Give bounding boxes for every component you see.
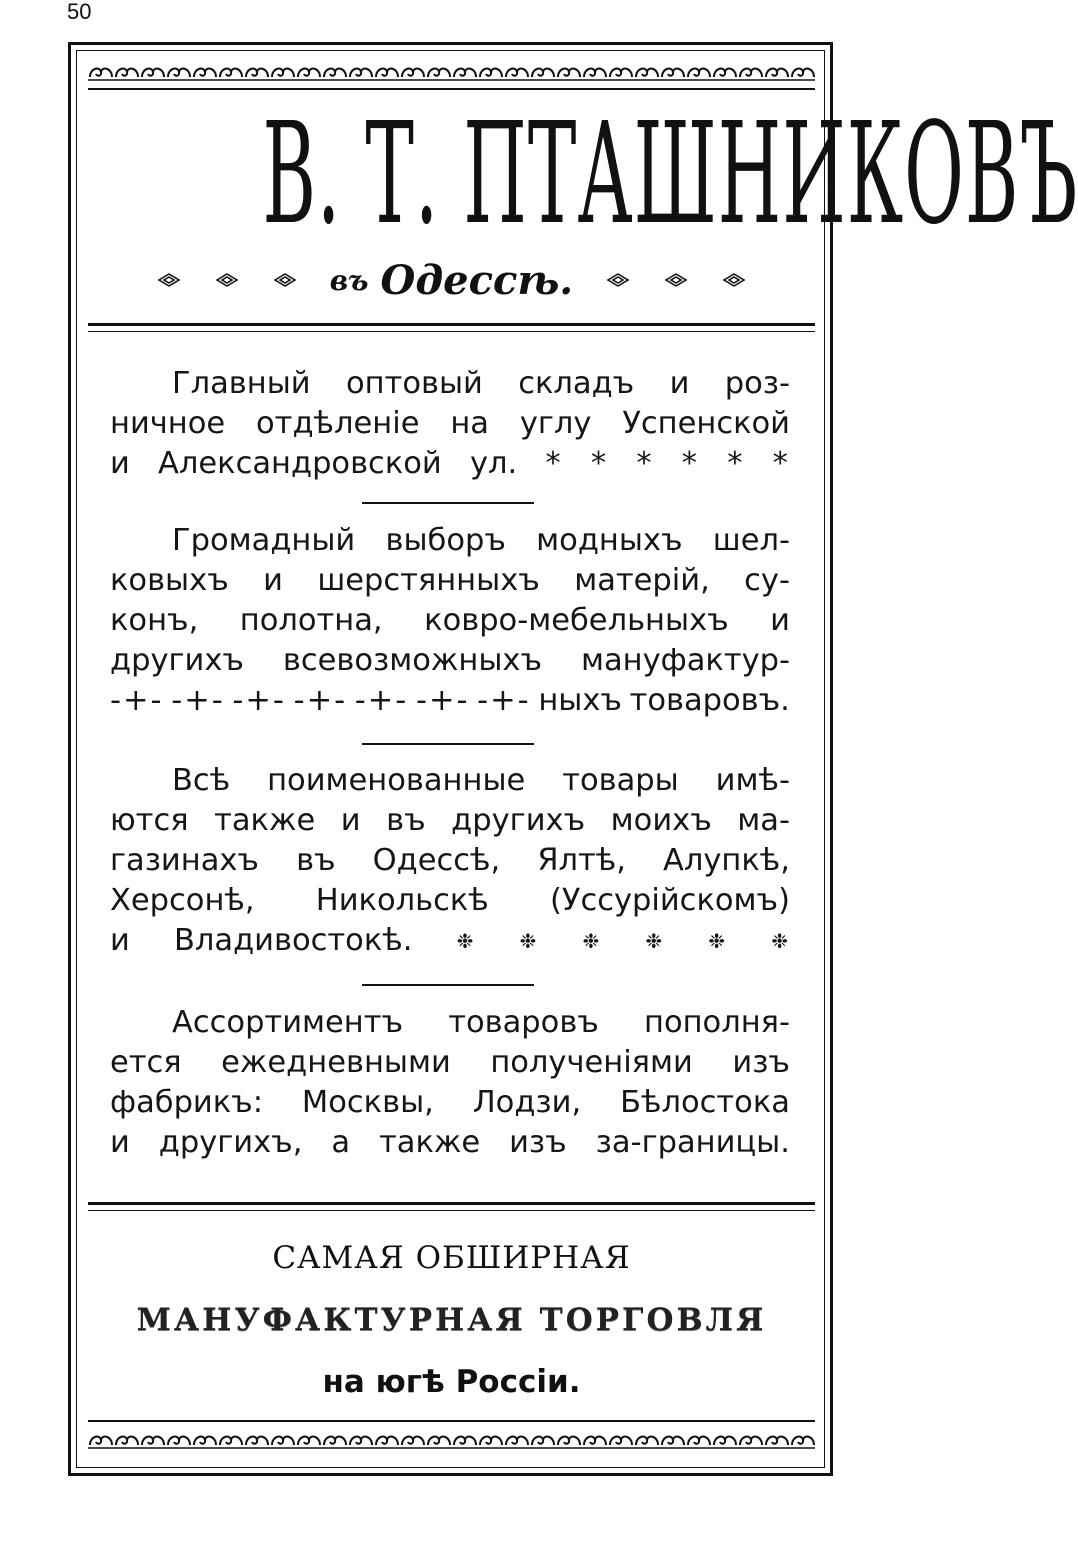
word: Москвы, <box>301 1085 434 1120</box>
text-line <box>110 681 790 721</box>
word: на <box>450 406 489 441</box>
word: модныхъ <box>536 523 683 558</box>
header-rule-thin <box>88 331 815 332</box>
word: ковро-мебельныхъ <box>424 603 729 638</box>
word: Всѣ <box>172 763 231 798</box>
word: Громадный <box>172 523 356 558</box>
word: а <box>331 1125 351 1160</box>
word: ❉ <box>771 929 790 953</box>
word: -+- <box>477 683 531 718</box>
word: Одессѣ, <box>372 843 501 878</box>
word: другихъ, <box>158 1125 303 1160</box>
text-line <box>110 761 790 801</box>
word: Ялтѣ, <box>537 843 626 878</box>
word: роз- <box>724 366 790 401</box>
top-ornament-border <box>88 62 815 84</box>
word: полученіями <box>490 1045 693 1080</box>
text-line <box>110 601 790 641</box>
city-name: Одессѣ. <box>380 256 574 304</box>
word: Херсонѣ, <box>110 883 255 918</box>
word: изъ <box>732 1045 790 1080</box>
word: -+- <box>110 683 164 718</box>
text-line <box>110 1083 790 1123</box>
word: (Уссурійскомъ) <box>549 883 790 918</box>
diamond-ornament-icon <box>274 273 296 287</box>
text-line <box>110 1043 790 1083</box>
diamond-ornament-icon <box>158 273 180 287</box>
text-line <box>110 881 790 921</box>
word: шерстянныхъ <box>317 563 540 598</box>
word: Бѣлостока <box>620 1085 790 1120</box>
word: отдѣленіе <box>256 406 420 441</box>
preposition: въ <box>329 263 369 297</box>
paragraph-stores <box>110 761 790 961</box>
word: ковыхъ <box>110 563 229 598</box>
slogan-line-1: САМАЯ ОБШИРНАЯ <box>272 1240 631 1276</box>
footer-rule-thin <box>88 1210 815 1211</box>
word: ется <box>110 1045 182 1080</box>
word: и <box>770 603 790 638</box>
greek-key-border-icon <box>88 62 815 84</box>
word: ма- <box>737 803 790 838</box>
word: * <box>772 446 790 481</box>
section-divider <box>362 743 534 745</box>
word: * <box>545 446 563 481</box>
word: конъ, <box>110 603 199 638</box>
word: фабрикъ: <box>110 1085 264 1120</box>
text-line <box>110 521 790 561</box>
word: и <box>110 446 130 481</box>
word: товаровъ. <box>629 683 790 718</box>
bottom-ornament-rule <box>88 1420 815 1422</box>
word: пополня- <box>644 1005 790 1040</box>
word: ются <box>110 803 189 838</box>
paragraph-warehouse <box>110 364 790 484</box>
word: также <box>214 803 316 838</box>
word: -+- <box>171 683 225 718</box>
word: * <box>681 446 700 481</box>
word: Главный <box>172 366 311 401</box>
word: ❉ <box>582 929 602 953</box>
word: ежедневными <box>221 1045 451 1080</box>
word: ныхъ <box>538 683 622 718</box>
word: Александровской <box>158 446 442 481</box>
header-rule-thick <box>88 323 815 326</box>
word: ул. <box>469 446 518 481</box>
word: ничное <box>110 406 226 441</box>
slogan-line-2: МАНУФАКТУРНАЯ ТОРГОВЛЯ <box>136 1302 767 1338</box>
word: * <box>590 446 609 481</box>
word: газинахъ <box>110 843 259 878</box>
word: складъ <box>518 366 635 401</box>
word: товары <box>562 763 679 798</box>
bottom-ornament-border <box>88 1430 815 1452</box>
text-line <box>110 1003 790 1043</box>
footer-rule-thick <box>88 1202 815 1205</box>
diamond-ornament-icon <box>723 273 745 287</box>
text-line <box>110 841 790 881</box>
greek-key-border-icon <box>88 1430 815 1452</box>
section-divider <box>362 984 534 986</box>
text-line <box>110 641 790 681</box>
word: Никольскѣ <box>315 883 489 918</box>
diamond-ornament-icon <box>216 273 238 287</box>
word: * <box>727 446 745 481</box>
word: выборъ <box>385 523 506 558</box>
text-line <box>110 364 790 404</box>
word: шел- <box>712 523 790 558</box>
text-line <box>110 561 790 601</box>
word: всевозможныхъ <box>282 643 543 678</box>
paragraph-supply <box>110 1003 790 1163</box>
word: Ассортиментъ <box>172 1005 404 1040</box>
word: изъ <box>509 1125 567 1160</box>
word: и <box>340 803 361 838</box>
top-ornament-rule <box>88 88 815 90</box>
merchant-title: В. Т. ПТАШНИКОВЪ <box>262 93 1078 256</box>
word: и <box>669 366 690 401</box>
section-divider <box>362 502 534 504</box>
word: матерій, <box>574 563 710 598</box>
word: -+- <box>354 683 409 718</box>
word: товаровъ <box>448 1005 599 1040</box>
word: имѣ- <box>715 763 790 798</box>
text-line <box>110 921 790 961</box>
word: -+- <box>293 683 348 718</box>
text-line <box>110 404 790 444</box>
word: ❉ <box>519 929 539 953</box>
word: моихъ <box>610 803 712 838</box>
word: поименованные <box>267 763 526 798</box>
word: и <box>110 1125 130 1160</box>
word: су- <box>744 563 790 598</box>
word: другихъ <box>451 803 586 838</box>
word: ❉ <box>645 929 665 953</box>
word: и <box>110 923 130 958</box>
slogan-line-3: на югѣ Россіи. <box>322 1364 581 1400</box>
word: ❉ <box>456 929 476 953</box>
word: и <box>263 563 283 598</box>
word: * <box>636 446 654 481</box>
word: полотна, <box>239 603 383 638</box>
word: ❉ <box>708 929 728 953</box>
word: -+- <box>415 683 470 718</box>
word: Успенской <box>622 406 790 441</box>
paragraph-assortment <box>110 521 790 721</box>
page-number: 50 <box>67 0 92 24</box>
text-line <box>110 801 790 841</box>
city-subtitle <box>88 255 815 305</box>
word: другихъ <box>110 643 244 678</box>
word: также <box>379 1125 481 1160</box>
word: Алупкѣ, <box>663 843 790 878</box>
word: за-границы. <box>595 1125 790 1160</box>
diamond-ornament-icon <box>607 273 629 287</box>
word: Лодзи, <box>472 1085 582 1120</box>
diamond-ornament-icon <box>665 273 687 287</box>
word: въ <box>386 803 426 838</box>
word: мануфактур- <box>580 643 790 678</box>
word: -+- <box>232 683 286 718</box>
word: въ <box>296 843 336 878</box>
text-line <box>110 444 790 484</box>
word: оптовый <box>345 366 483 401</box>
text-line <box>110 1123 790 1163</box>
word: Владивостокѣ. <box>173 923 413 958</box>
word: углу <box>519 406 592 441</box>
